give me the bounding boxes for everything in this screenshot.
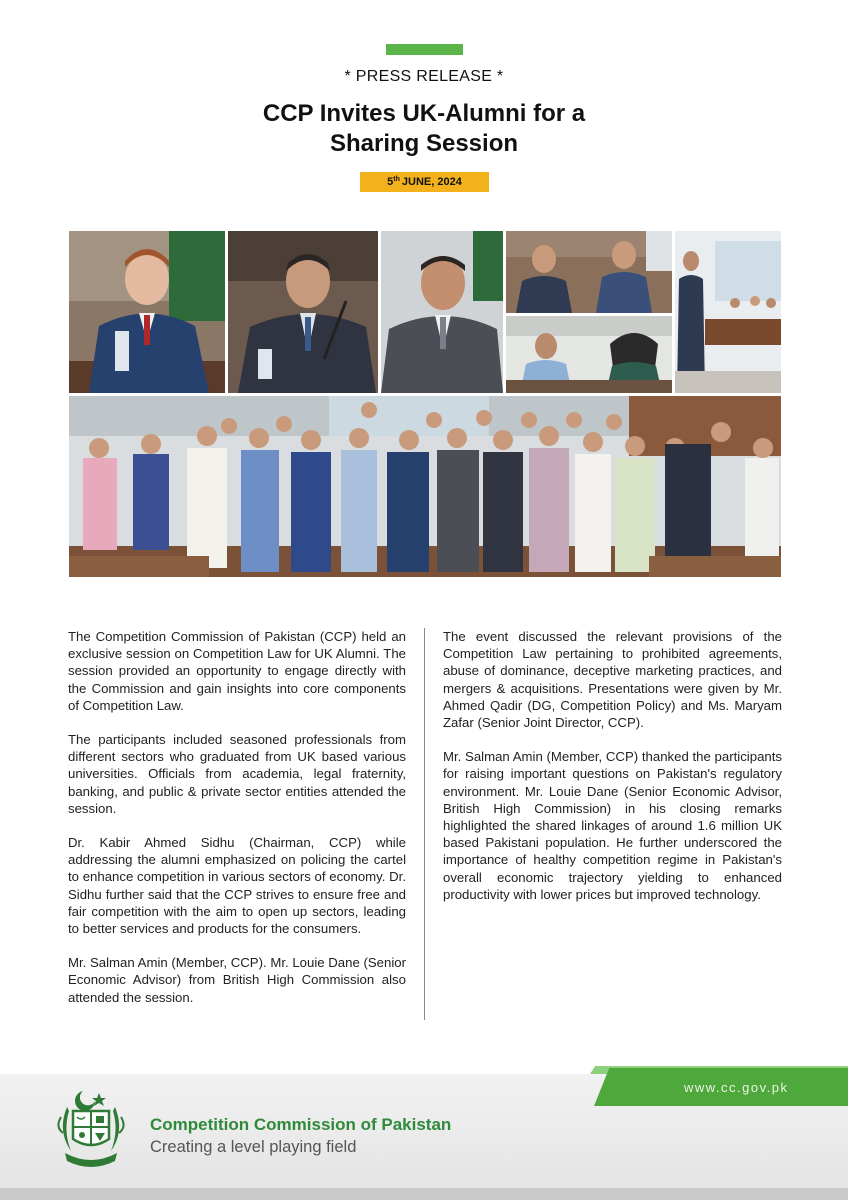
- organization-tagline: Creating a level playing field: [150, 1138, 357, 1156]
- website-link[interactable]: www.cc.gov.pk: [684, 1080, 789, 1095]
- paragraph: The participants included seasoned professionals from different sectors who graduated from UK based various universities. Officials from academia, legal fraternity, banking, and public & private sector entities attended the session.: [68, 732, 406, 816]
- state-emblem-icon: [53, 1087, 129, 1169]
- body-right-column: [443, 628, 782, 920]
- organization-name: Competition Commission of Pakistan: [150, 1115, 452, 1134]
- press-release-label: * PRESS RELEASE *: [344, 68, 504, 85]
- photo-speaker-2: [228, 231, 378, 393]
- paragraph: Mr. Salman Amin (Member, CCP). Mr. Louie Dane (Senior Economic Advisor) from British High Commission also attended the session.: [68, 955, 406, 1005]
- page-title: [0, 99, 848, 159]
- title-line-2: Sharing Session: [329, 130, 519, 157]
- body-left-column: [68, 628, 406, 1023]
- title-line-1: CCP Invites UK-Alumni for a: [262, 100, 586, 127]
- date-badge: [360, 172, 489, 192]
- paragraph: Dr. Kabir Ahmed Sidhu (Chairman, CCP) while addressing the alumni emphasized on policing the cartel to enhance competition in various sectors of economy. Dr. Sidhu further said that the CCP strives to ensure free and fair competition with the aim to open up sectors, leading to better services and products for the consumers.: [68, 835, 406, 937]
- photo-presenter: [675, 231, 781, 393]
- footer-bottom-strip: [0, 1188, 848, 1200]
- date-rest: JUNE, 2024: [401, 176, 462, 188]
- paragraph: Mr. Salman Amin (Member, CCP) thanked the participants for raising important questions on Pakistan's regulatory environment. Mr. Louie Dane (Senior Economic Advisor, British High Commission) in his closing remarks highlighted the shared linkages of around 1.6 million UK based Pakistani population. He further underscored the importance of healthy competition regime in Pakistan's overall economic trajectory yielding to enhanced productivity with lower prices but improved technology.: [443, 749, 782, 902]
- top-accent-bar: [386, 44, 463, 55]
- photo-speaker-1: [69, 231, 225, 393]
- photo-panel-bottom: [506, 316, 672, 393]
- date-suffix: th: [393, 175, 400, 183]
- photo-panel-top: [506, 231, 672, 313]
- paragraph: The Competition Commission of Pakistan (CCP) held an exclusive session on Competition Law for UK Alumni. The session provided an opportunity to engage directly with the Commission and gain insights into core components of Competition Law.: [68, 629, 406, 713]
- photo-collage: [69, 231, 781, 577]
- date-day: 5: [387, 176, 394, 188]
- paragraph: The event discussed the relevant provisions of the Competition Law pertaining to prohibited agreements, abuse of dominance, deceptive marketing practices, and mergers & acquisitions. Presentations were given by Mr. Ahmed Qadir (DG, Competition Policy) and Ms. Maryam Zafar (Senior Joint Director, CCP).: [443, 629, 782, 731]
- column-divider: [424, 628, 425, 1020]
- photo-speaker-3: [381, 231, 503, 393]
- photo-group: [69, 396, 781, 577]
